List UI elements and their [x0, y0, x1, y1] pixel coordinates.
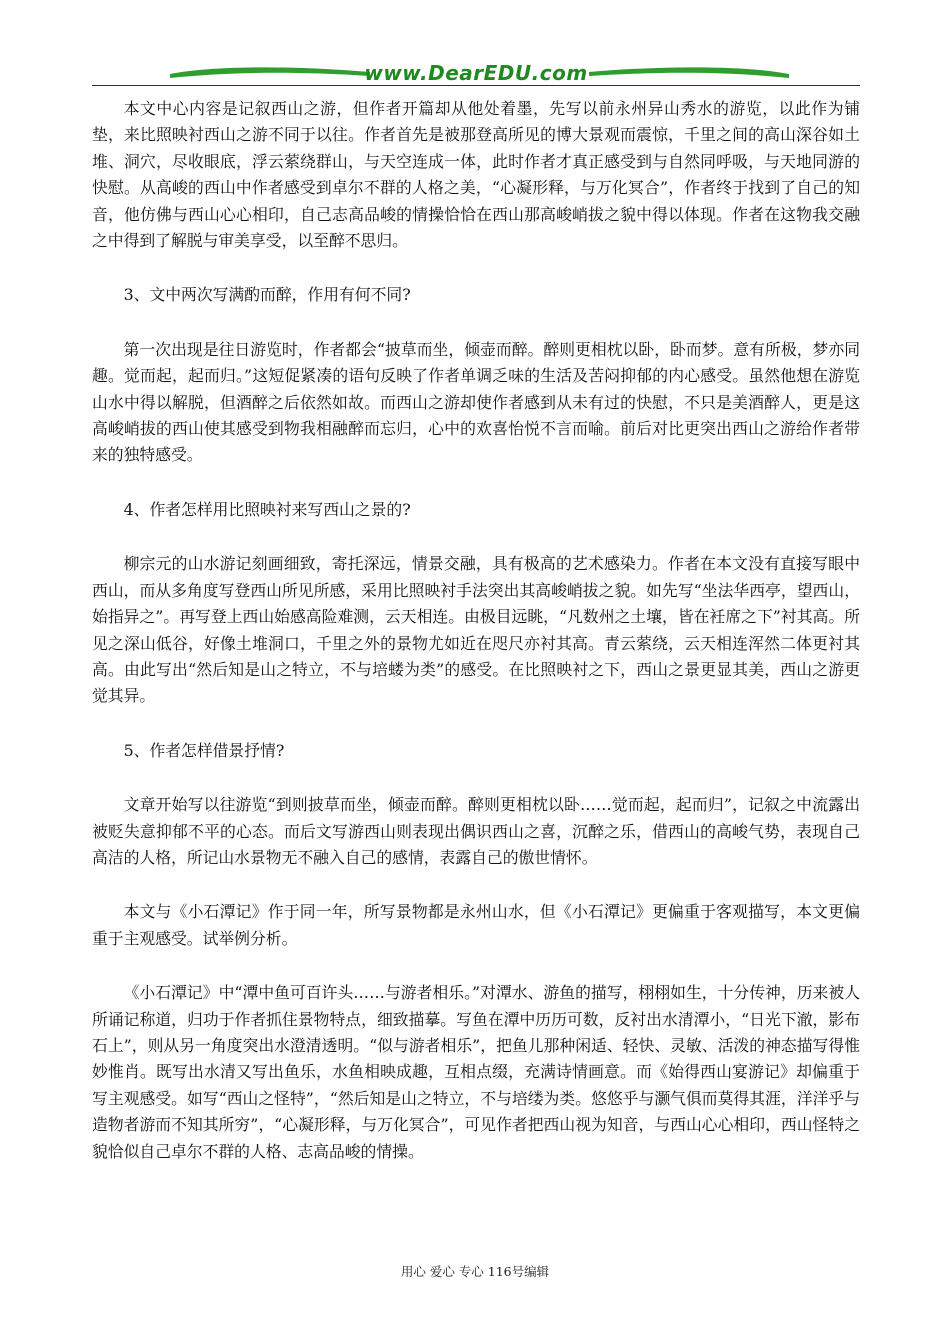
question-4: 4、作者怎样用比照映衬来写西山之景的? — [123, 499, 411, 519]
answer-6: 《小石潭记》中“潭中鱼可百许头……与游者相乐。”对潭水、游鱼的描写，栩栩如生，十分传神，历来被人所诵记称道，归功于作者抓住景物特点，细致描摹。写鱼在潭中历历可数，反衬出水清潭小，“日光下澈，影布石上”，则从另一角度突出水澄清透明。“似与游者相乐”，把鱼儿那种闲适、轻快、灵敏、活泼的神态描写得惟妙惟肖。既写出水清又写出鱼乐，水鱼相映成趣，互相点缀，充满诗情画意。而《始得西山宴游记》却偏重于写主观感受。如写“西山之怪特”，“然后知是山之特立，不与培缕为类。悠悠乎与灏气俱而莫得其涯，洋洋乎与造物者游而不知其所穷”，“心凝形释，与万化冥合”，可见作者把西山视为知音，与西山心心相印，西山怪特之貌恰似自己卓尔不群的人格、志高品峻的情操。 — [92, 983, 860, 1161]
page-header — [92, 58, 860, 90]
site-logo: www.DearEDU.com — [364, 61, 588, 85]
paragraph-intro: 本文中心内容是记叙西山之游，但作者开篇却从他处着墨，先写以前永州异山秀水的游览，以此作为铺垫，来比照映衬西山之游不同于以往。作者首先是被那登高所见的博大景观而震惊，千里之间的高山深谷如土堆、洞穴，尽收眼底，浮云萦绕群山，与天空连成一体，此时作者才真正感受到与自然同呼吸，与天地同游的快慰。从高峻的西山中作者感受到卓尔不群的人格之美，“心凝形释，与万化冥合”，作者终于找到了自己的知音，他仿佛与西山心心相印，自己志高品峻的情操恰恰在西山那高峻峭拔之貌中得以体现。作者在这物我交融之中得到了解脱与审美享受，以至醉不思归。 — [92, 99, 860, 251]
green-swoosh-right-icon — [589, 64, 789, 82]
question-5: 5、作者怎样借景抒情? — [123, 740, 285, 760]
question-6: 本文与《小石潭记》作于同一年，所写景物都是永州山水，但《小石潭记》更偏重于客观描写，本文更偏重于主观感受。试举例分析。 — [92, 902, 860, 948]
answer-3: 第一次出现是往日游览时，作者都会“披草而坐，倾壶而醉。醉则更相枕以卧，卧而梦。意有所极，梦亦同趣。觉而起，起而归。”这短促紧凑的语句反映了作者单调乏味的生活及苦闷抑郁的内心感受。虽然他想在游览山水中得以解脱，但酒醉之后依然如故。而西山之游却使作者感到从未有过的快慰，不只是美酒醉人，更是这高峻峭拔的西山使其感受到物我相融醉而忘归，心中的欢喜怡悦不言而喻。前后对比更突出西山之游给作者带来的独特感受。 — [92, 339, 860, 465]
document-body — [92, 96, 860, 1193]
green-swoosh-left-icon — [170, 64, 370, 82]
page-footer: 用心 爱心 专心 116号编辑 — [400, 1264, 550, 1279]
answer-4: 柳宗元的山水游记刻画细致，寄托深远，情景交融，具有极高的艺术感染力。作者在本文没有直接写眼中西山，而从多角度写登西山所见所感，采用比照映衬手法突出其高峻峭拔之貌。如先写“坐法华西亭，望西山，始指异之”。再写登上西山始感高险难测，云天相连。由极目远眺，“凡数州之土壤，皆在衽席之下”衬其高。所见之深山低谷，好像土堆洞口，千里之外的景物尤如近在咫尺亦衬其高。青云萦绕，云天相连浑然二体更衬其高。由此写出“然后知是山之特立，不与培蝼为类”的感受。在比照映衬之下，西山之景更显其美，西山之游更觉其异。 — [92, 554, 860, 706]
header-divider — [92, 85, 860, 86]
question-3: 3、文中两次写满酌而醉，作用有何不同? — [123, 285, 411, 305]
answer-5: 文章开始写以往游览“到则披草而坐，倾壶而醉。醉则更相枕以卧……觉而起，起而归”，记叙之中流露出被贬失意抑郁不平的心态。而后文写游西山则表现出偶识西山之喜，沉醉之乐，借西山的高峻气势，表现自己高洁的人格，所记山水景物无不融入自己的感情，表露自己的傲世情怀。 — [92, 795, 860, 867]
